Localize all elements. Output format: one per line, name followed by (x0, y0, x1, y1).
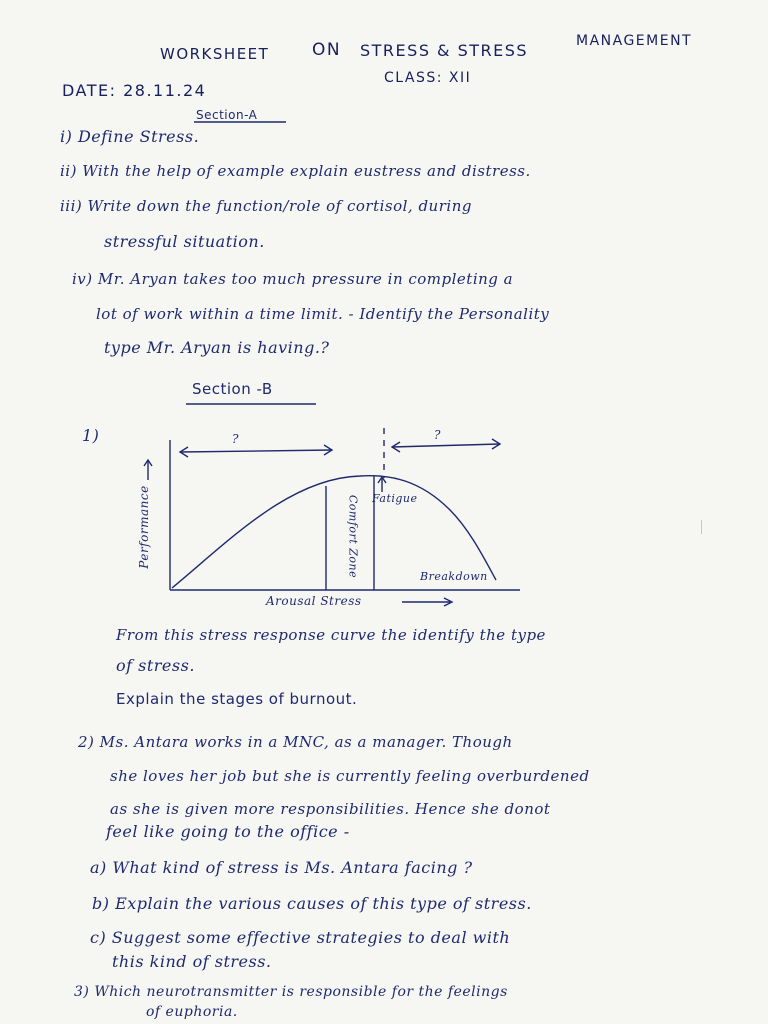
question-a3-line1: iii) Write down the function/role of cortisol, during (60, 197, 472, 215)
question-b2-line4: feel like going to the office - (106, 822, 350, 841)
question-b1-line3: Explain the stages of burnout. (116, 690, 358, 708)
question-b2-line3: as she is given more responsibilities. Hence she donot (110, 800, 551, 818)
right-arrow-label: ? (434, 428, 441, 442)
left-range-arrow (180, 450, 332, 452)
question-b3-line1: 3) Which neurotransmitter is responsible for the feelings (74, 984, 508, 1000)
question-b2a: a) What kind of stress is Ms. Antara facing ? (90, 858, 473, 877)
on-label: ON (312, 40, 342, 60)
comfort-zone-label: Comfort Zone (346, 494, 360, 579)
left-arrow-label: ? (232, 432, 239, 446)
section-b-title: Section -B (192, 380, 273, 398)
section-a-title: Section-A (196, 108, 258, 122)
class-label: CLASS: XII (384, 70, 472, 86)
right-range-arrow (392, 444, 500, 447)
question-b2-line2: she loves her job but she is currently feeling overburdened (110, 767, 590, 785)
question-a4-line3: type Mr. Aryan is having.? (104, 338, 330, 357)
management-label: MANAGEMENT (576, 33, 693, 49)
breakdown-label: Breakdown (420, 570, 488, 583)
question-b2-line1: 2) Ms. Antara works in a MNC, as a manager. Though (78, 733, 513, 751)
fatigue-label: Fatigue (372, 492, 418, 505)
y-axis-label: Performance (137, 485, 151, 569)
topic-label: STRESS & STRESS (360, 41, 529, 60)
question-a4-line2: lot of work within a time limit. - Identify the Personality (96, 305, 550, 323)
question-a1: i) Define Stress. (60, 127, 200, 146)
question-b1-marker: 1) (82, 426, 100, 445)
question-b2b: b) Explain the various causes of this type of stress. (92, 894, 532, 913)
worksheet-label: WORKSHEET (160, 45, 270, 63)
page-mark (701, 520, 710, 534)
question-a2: ii) With the help of example explain eustress and distress. (60, 162, 531, 180)
question-a4-line1: iv) Mr. Aryan takes too much pressure in completing a (72, 270, 514, 288)
question-b2c-line1: c) Suggest some effective strategies to deal with (90, 928, 511, 947)
date-label: DATE: 28.11.24 (62, 81, 207, 100)
question-a3-line2: stressful situation. (104, 232, 265, 251)
question-b1-line1: From this stress response curve the identify the type (116, 626, 546, 644)
x-axis-label: Arousal Stress (266, 594, 362, 608)
question-b3-line2: of euphoria. (146, 1004, 238, 1020)
question-b1-line2: of stress. (116, 656, 195, 675)
question-b2c-line2: this kind of stress. (112, 952, 272, 971)
